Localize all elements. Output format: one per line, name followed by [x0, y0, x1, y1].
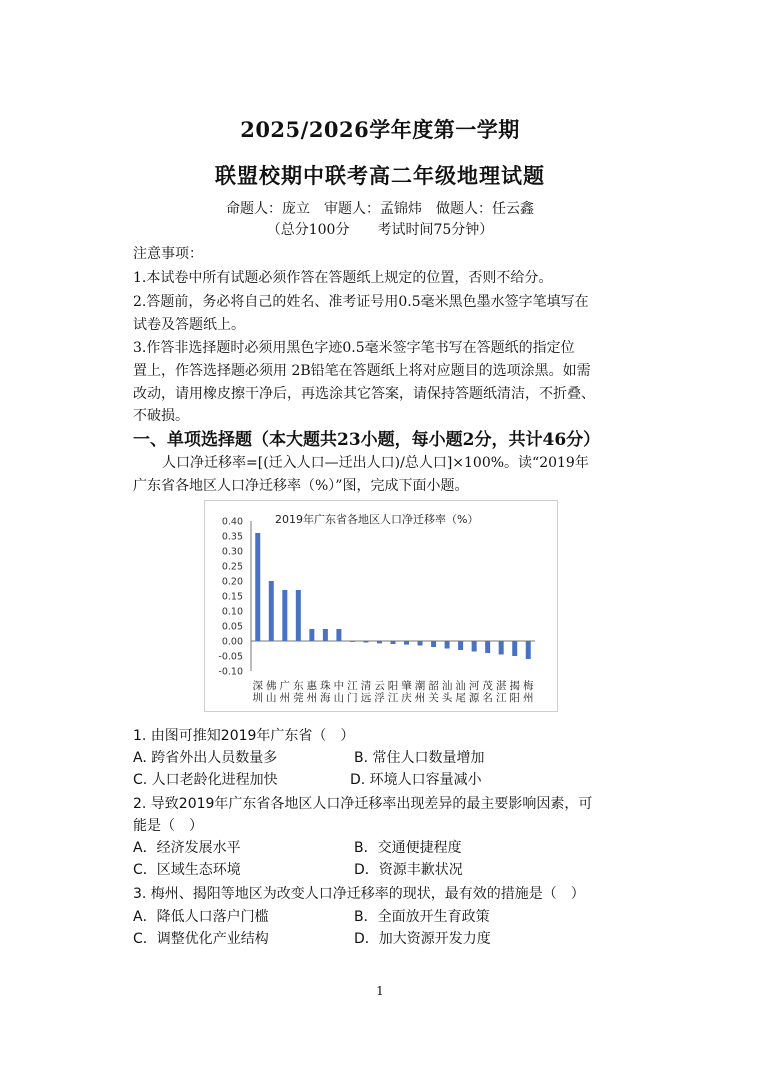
bar — [485, 641, 490, 653]
x-category-label: 揭 — [509, 680, 520, 692]
x-category-label: 山 — [333, 692, 345, 704]
x-category-label: 庆 — [401, 692, 412, 704]
exam-term-title: 2025/2026学年度第一学期 — [240, 117, 520, 142]
bar — [445, 641, 450, 649]
notice-line: 置上，作答选择题必须用 2B铅笔在答题纸上将对应题目的选项涂黑。如需 — [133, 363, 591, 379]
exam-authors: 命题人：庞立 审题人：孟锦炜 做题人：任云鑫 — [226, 201, 534, 217]
x-category-label: 源 — [468, 692, 480, 704]
x-category-label: 浮 — [374, 692, 385, 704]
bar — [269, 581, 274, 641]
notice-line: 不破损。 — [133, 408, 189, 424]
x-category-label: 州 — [414, 692, 426, 704]
y-tick-label: 0.10 — [221, 606, 243, 618]
chart-svg — [205, 501, 557, 711]
section-intro: 人口净迁移率=[(迁入人口—迁出人口)/总人口]×100%。读“2019年 — [162, 455, 589, 471]
y-tick-label: 0.25 — [221, 561, 243, 573]
bar — [309, 629, 314, 641]
notice-line: 改动，请用橡皮擦干净后，再选涂其它答案，请保持答题纸清洁，不折叠、 — [133, 386, 595, 402]
x-category-label: 云 — [374, 680, 385, 692]
x-category-label: 山 — [266, 692, 277, 704]
bar — [404, 641, 409, 645]
x-category-label: 清 — [360, 680, 372, 692]
x-category-label: 圳 — [252, 692, 264, 704]
question-2-option-c: C．区域生态环境 — [133, 862, 241, 878]
migration-rate-chart — [204, 500, 558, 712]
question-2-stem-cont: 能是（ ） — [133, 818, 203, 834]
question-2-option-b: B．交通便捷程度 — [354, 840, 462, 856]
question-1-option-c: C. 人口老龄化进程加快 — [133, 772, 278, 788]
x-category-label: 头 — [441, 692, 453, 704]
bar — [391, 641, 396, 644]
x-category-label: 惠 — [306, 680, 318, 692]
x-category-label: 梅 — [522, 680, 534, 692]
x-category-label: 阳 — [387, 680, 399, 692]
x-category-label: 江 — [387, 692, 399, 704]
bar — [472, 641, 477, 652]
question-1-option-d: D. 环境人口容量减小 — [350, 772, 482, 788]
x-category-label: 肇 — [401, 680, 412, 692]
bar — [499, 641, 504, 655]
x-category-label: 江 — [495, 692, 507, 704]
notice-heading: 注意事项： — [133, 246, 203, 262]
question-3-option-c: C．调整优化产业结构 — [133, 931, 269, 947]
bar — [255, 533, 260, 641]
notice-line: 3.作答非选择题时必须用黑色字迹0.5毫米签字笔书写在答题纸的指定位 — [133, 340, 575, 356]
notice-line: 2.答题前，务必将自己的姓名、准考证号用0.5毫米黑色墨水签字笔填写在 — [133, 294, 589, 310]
x-category-label: 湛 — [495, 680, 507, 692]
x-category-label: 门 — [347, 692, 358, 704]
bar — [431, 641, 436, 647]
x-category-label: 阳 — [509, 692, 520, 704]
bar — [363, 641, 368, 643]
question-1-option-b: B. 常住人口数量增加 — [354, 750, 485, 766]
x-category-label: 深 — [252, 680, 264, 692]
y-tick-label: 0.40 — [221, 516, 243, 528]
question-2-stem: 2. 导致2019年广东省各地区人口净迁移率出现差异的最主要影响因素，可 — [133, 796, 593, 812]
bar — [526, 641, 531, 659]
section-intro: 广东省各地区人口净迁移率（%）”图，完成下面小题。 — [133, 478, 469, 494]
x-axis-labels — [253, 679, 534, 704]
x-category-label: 韶 — [428, 680, 439, 692]
exam-subject-title: 联盟校期中联考高二年级地理试题 — [215, 163, 545, 188]
x-category-label: 尾 — [455, 692, 466, 704]
question-3-option-a: A．降低人口落户门槛 — [133, 909, 269, 925]
exam-score-info: （总分100分 考试时间75分钟） — [266, 222, 494, 238]
x-category-label: 佛 — [266, 680, 277, 692]
y-tick-label: 0.35 — [221, 531, 243, 543]
bar — [458, 641, 463, 650]
question-1-option-a: A. 跨省外出人员数量多 — [133, 750, 278, 766]
bar-series — [255, 533, 530, 659]
question-3-option-b: B．全面放开生育政策 — [354, 909, 490, 925]
chart-title: 2019年广东省各地区人口净迁移率（%） — [275, 513, 479, 526]
bar — [296, 590, 301, 641]
x-category-label: 珠 — [320, 680, 331, 692]
x-category-label: 州 — [306, 692, 318, 704]
x-category-label: 关 — [428, 692, 439, 704]
notice-line: 1.本试卷中所有试题必须作答在答题纸上规定的位置，否则不给分。 — [133, 270, 553, 286]
y-tick-label: -0.05 — [218, 651, 243, 663]
y-tick-label: 0.20 — [221, 576, 243, 588]
x-category-label: 广 — [279, 680, 291, 692]
question-3-stem: 3. 梅州、揭阳等地区为改变人口净迁移率的现状，最有效的措施是（ ） — [133, 886, 585, 902]
x-category-label: 海 — [320, 692, 331, 704]
question-3-option-d: D．加大资源开发力度 — [354, 931, 491, 947]
bar — [418, 641, 423, 646]
bar — [282, 590, 287, 641]
x-category-label: 州 — [279, 692, 291, 704]
question-1-stem: 1. 由图可推知2019年广东省（ ） — [133, 728, 355, 744]
y-tick-label: 0.15 — [221, 591, 243, 603]
y-tick-label: 0.00 — [221, 636, 243, 648]
bar — [512, 641, 517, 656]
x-category-label: 江 — [347, 680, 358, 692]
bar — [377, 641, 382, 643]
x-category-label: 中 — [333, 680, 345, 692]
section-title: 一、单项选择题（本大题共23小题，每小题2分，共计46分） — [133, 430, 601, 450]
x-category-label: 州 — [522, 692, 534, 704]
x-category-label: 茂 — [482, 680, 493, 692]
bar — [350, 641, 355, 642]
x-category-label: 潮 — [414, 680, 426, 692]
x-category-label: 河 — [468, 680, 480, 692]
x-category-label: 莞 — [293, 692, 304, 704]
bar — [323, 629, 328, 641]
y-tick-label: 0.05 — [221, 621, 243, 633]
x-category-label: 东 — [293, 680, 304, 692]
y-tick-label: 0.30 — [221, 546, 243, 558]
x-category-label: 远 — [360, 692, 372, 704]
x-category-label: 名 — [482, 692, 493, 704]
x-category-label: 汕 — [441, 680, 453, 692]
x-category-label: 汕 — [455, 680, 466, 692]
y-tick-label: -0.10 — [218, 666, 243, 678]
bar — [336, 629, 341, 641]
question-2-option-a: A．经济发展水平 — [133, 840, 241, 856]
page-number: 1 — [376, 984, 384, 998]
y-axis — [218, 517, 243, 678]
question-2-option-d: D．资源丰歉状况 — [354, 862, 463, 878]
notice-line: 试卷及答题纸上。 — [133, 317, 245, 333]
